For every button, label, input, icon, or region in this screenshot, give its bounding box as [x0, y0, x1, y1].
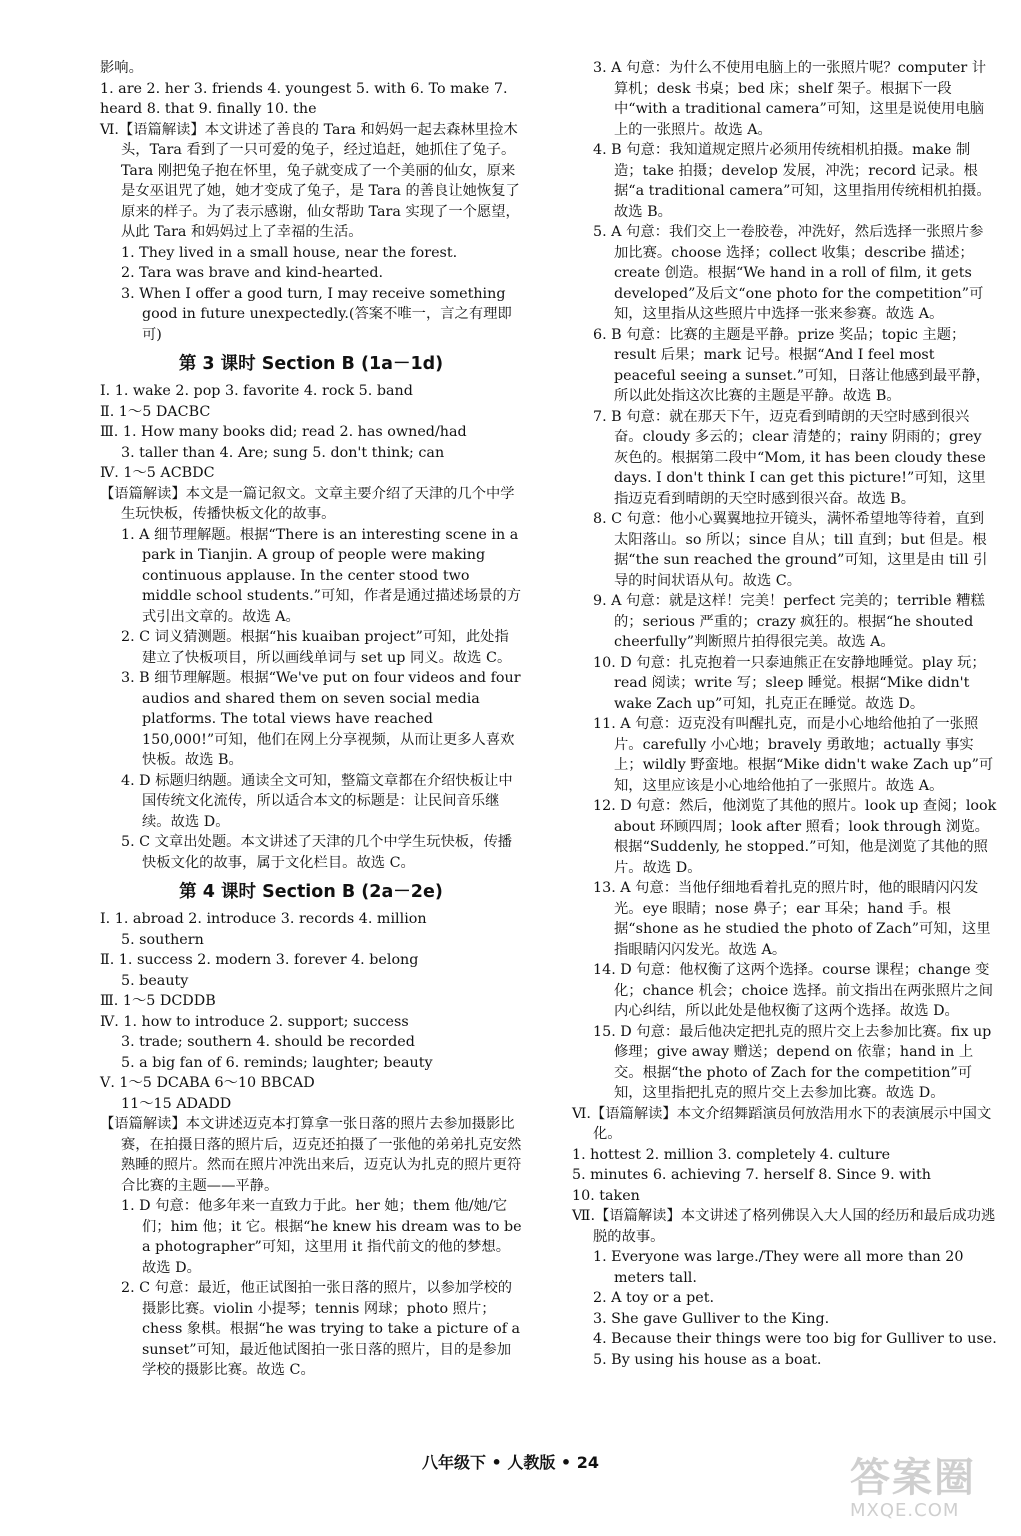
answer-line: 【语篇解读】本文是一篇记叙文。文章主要介绍了天津的几个中学生玩快板，传播快板文化的故事。 [100, 485, 515, 522]
answer-line: 6. B 句意：比赛的主题是平静。prize 奖品；topic 主题；result 后果；mark 记号。根据“And I feel most peaceful seeing a sunset.”可知，日落让他感到最平静，所以此处指这次比赛的主题是平静。故选 B。 [593, 326, 991, 404]
answer-line: 1. They lived in a small house, near the forest. [121, 244, 458, 261]
answer-line: 4. B 句意：我知道规定照片必须用传统相机拍摄。make 制造；take 拍摄；develop 发展，冲洗；record 记录。根据“a traditional camera”可知，这里指用传统相机拍摄。故选 B。 [593, 142, 991, 220]
answer-line: 13. A 句意：当他仔细地看着扎克的照片时，他的眼睛闪闪发光。eye 眼睛；nose 鼻子；ear 耳朵；hand 手。根据“shone as he studied the photo of Zach”可知，这里指眼睛闪闪发光。故选 A。 [593, 880, 991, 958]
right-column [572, 58, 997, 1370]
answer-line: 【语篇解读】本文讲述迈克本打算拿一张日落的照片去参加摄影比赛，在拍摄日落的照片后，迈克还拍摄了一张他的弟弟扎克安然熟睡的照片。然而在照片冲洗出来后，迈克认为扎克的照片更符合比赛的主题——平静。 [100, 1116, 522, 1194]
answer-line: 5. southern [121, 931, 204, 948]
answer-line: Ⅱ. 1. success 2. modern 3. forever 4. belong [100, 952, 419, 968]
answer-line: 9. A 句意：就是这样！完美！perfect 完美的；terrible 糟糕的；serious 严重的；crazy 疯狂的。根据“he shouted cheerfully”判断照片拍得很完美。故选 A。 [593, 593, 985, 650]
answer-line: 4. D 标题归纳题。通读全文可知，整篇文章都在介绍快板让中国传统文化流传，所以适合本文的标题是：让民间音乐继续。故选 D。 [121, 772, 513, 830]
answer-line: 3. When I offer a good turn, I may receive something good in future unexpectedly.(答案不唯一，言之有理即可) [121, 285, 512, 343]
answer-line: 2. C 句意：最近，他正试图拍一张日落的照片，以参加学校的摄影比赛。violin 小提琴；tennis 网球；photo 照片；chess 象棋。根据“he was trying to take a picture of a sunset”可知，最近他试图拍一张日落的照片，目的是参加学校的摄影比赛。故选 C。 [121, 1280, 521, 1378]
answer-line: 15. D 句意：最后他决定把扎克的照片交上去参加比赛。fix up 修理；give away 赠送；depend on 依靠；hand in 上交。根据“the photo of Zach for the competition”可知，这里指把扎克的照片交上去参加比赛。故选 D。 [593, 1023, 992, 1101]
section-heading: 第 3 课时 Section B (1a－1d) [178, 354, 444, 374]
answer-line: 5. beauty [121, 972, 189, 989]
answer-line: 1. hottest 2. million 3. completely 4. culture [572, 1146, 891, 1163]
answer-line: Ⅰ. 1. wake 2. pop 3. favorite 4. rock 5. band [100, 383, 413, 399]
page-footer: 八年级下 • 人教版 • 24 [421, 1453, 599, 1472]
answer-line: 11. A 句意：迈克没有叫醒扎克，而是小心地给他拍了一张照片。carefully 小心地；bravely 勇敢地；actually 事实上；wildly 野蛮地。根据“Mike didn't wake Zach up”可知，这里应该是小心地给他拍了一张照片。故选 A。 [593, 716, 994, 794]
answer-line: 1. Everyone was large./They were all more than 20 meters tall. [593, 1249, 964, 1286]
answer-line: 5. minutes 6. achieving 7. herself 8. Since 9. with [572, 1167, 931, 1183]
answer-line: Ⅲ. 1. How many books did; read 2. has owned/had [100, 424, 467, 440]
answer-line: 4. Because their things were too big for Gulliver to use. [593, 1331, 997, 1347]
left-column [100, 58, 522, 1381]
answer-line: 影响。 [100, 60, 143, 76]
watermark-logo [850, 1455, 1015, 1530]
answer-line: Ⅰ. 1. abroad 2. introduce 3. records 4. million [100, 911, 427, 927]
answer-line: 3. trade; southern 4. should be recorded [121, 1034, 415, 1050]
answer-line: 2. A toy or a pet. [593, 1290, 714, 1306]
answer-line: 2. Tara was brave and kind-hearted. [121, 265, 384, 281]
answer-line: Ⅵ.【语篇解读】本文讲述了善良的 Tara 和妈妈一起去森林里捡木头，Tara 看到了一只可爱的兔子，经过追赶，她抓住了兔子。Tara 刚把兔子抱在怀里，兔子就变成了一个美丽的仙女，原来是女巫诅咒了她，她才变成了兔子，是 Tara 的善良让她恢复了原来的样子。为了表示感谢，仙女帮助 Tara 实现了一个愿望，从此 Tara 和妈妈过上了幸福的生活。 [100, 121, 520, 240]
watermark-text: 答案圈 [850, 1455, 976, 1501]
answer-line: 3. taller than 4. Are; sung 5. don't think; can [121, 444, 445, 461]
answer-line: Ⅳ. 1. how to introduce 2. support; success [100, 1013, 409, 1030]
answer-line: 8. C 句意：他小心翼翼地拉开镜头，满怀希望地等待着，直到太阳落山。so 所以；since 自从；till 直到；but 但是。根据“the sun reached the ground”可知，这里是由 till 引导的时间状语从句。故选 C。 [593, 511, 988, 589]
answer-line: 1. are 2. her 3. friends 4. youngest 5. with 6. To make 7. heard 8. that 9. finally 10. the [100, 80, 508, 117]
answer-line: 5. A 句意：我们交上一卷胶卷，冲洗好，然后选择一张照片参加比赛。choose 选择；collect 收集；describe 描述；create 创造。根据“We hand in a roll of film, it gets developed”及后文“one photo for the competition”可知，这里指从这些照片中选择一张来参赛。故选 A。 [593, 224, 984, 322]
answer-line: 1. D 句意：他多年来一直致力于此。her 她；them 他/她/它们；him 他；it 它。根据“he knew his dream was to be a photographer”可知，这里用 it 指代前文的他的梦想。故选 D。 [121, 1198, 522, 1276]
answer-line: Ⅴ. 1～5 DCABA 6～10 BBCAD [100, 1075, 315, 1091]
watermark-url: MXQE.COM [850, 1500, 960, 1521]
answer-line: 10. taken [572, 1187, 640, 1204]
answer-line: 3. She gave Gulliver to the King. [593, 1310, 830, 1327]
answer-line: 11～15 ADADD [121, 1095, 232, 1112]
answer-line: 14. D 句意：他权衡了这两个选择。course 课程；change 变化；chance 机会；choice 选择。前文指出在两张照片之间内心纠结，所以此处是他权衡了这两个选择。故选 D。 [593, 962, 994, 1019]
section-heading: 第 4 课时 Section B (2a－2e) [179, 882, 443, 902]
answer-line: 7. B 句意：就在那天下午，迈克看到晴朗的天空时感到很兴奋。cloudy 多云的；clear 清楚的；rainy 阴雨的；grey 灰色的。根据第二段中“Mom, it has been cloudy these days. I don't think I can get this picture!”可知，这里指迈克看到晴朗的天空时感到很兴奋。故选 B。 [593, 408, 986, 507]
answer-line: 5. By using his house as a boat. [593, 1351, 822, 1368]
answer-line: 3. B 细节理解题。根据“We've put on four videos and four audios and shared them on seven social media platforms. The total views have reached 150,000!”可知，他们在网上分享视频，从而让更多人喜欢快板。故选 B。 [121, 670, 521, 768]
answer-line: 12. D 句意：然后，他浏览了其他的照片。look up 查阅；look about 环顾四周；look after 照看；look through 浏览。根据“Suddenly, he stopped.”可知，他是浏览了其他的照片。故选 D。 [593, 798, 997, 876]
answer-line: 10. D 句意：扎克抱着一只泰迪熊正在安静地睡觉。play 玩；read 阅读；write 写；sleep 睡觉。根据“Mike didn't wake Zach up”可知，扎克正在睡觉。故选 D。 [593, 654, 986, 712]
answer-line: Ⅱ. 1～5 DACBC [100, 403, 211, 420]
answer-line: 2. C 词义猜测题。根据“his kuaiban project”可知，此处指建立了快板项目，所以画线单词与 set up 同义。故选 C。 [121, 629, 512, 666]
answer-line: Ⅶ.【语篇解读】本文讲述了格列佛误入大人国的经历和最后成功逃脱的故事。 [572, 1208, 996, 1245]
answer-line: Ⅵ.【语篇解读】本文介绍舞蹈演员何放浩用水下的表演展示中国文化。 [572, 1105, 992, 1142]
answer-line: 5. C 文章出处题。本文讲述了天津的几个中学生玩快板，传播快板文化的故事，属于文化栏目。故选 C。 [121, 834, 513, 871]
answer-line: Ⅲ. 1～5 DCDDB [100, 993, 216, 1009]
answer-line: 1. A 细节理解题。根据“There is an interesting scene in a park in Tianjin. A group of people were making continuous applause. In the center stood two middle school students.”可知，作者是通过描述场景的方式引出文章的。故选 A。 [121, 526, 522, 625]
answer-line: 5. a big fan of 6. reminds; laughter; beauty [121, 1054, 433, 1071]
answer-line: 3. A 句意：为什么不使用电脑上的一张照片呢？computer 计算机；desk 书桌；bed 床；shelf 架子。根据下一段中“with a traditional camera”可知，这里是说使用电脑上的一张照片。故选 A。 [593, 60, 987, 138]
answer-line: Ⅳ. 1～5 ACBDC [100, 465, 215, 481]
